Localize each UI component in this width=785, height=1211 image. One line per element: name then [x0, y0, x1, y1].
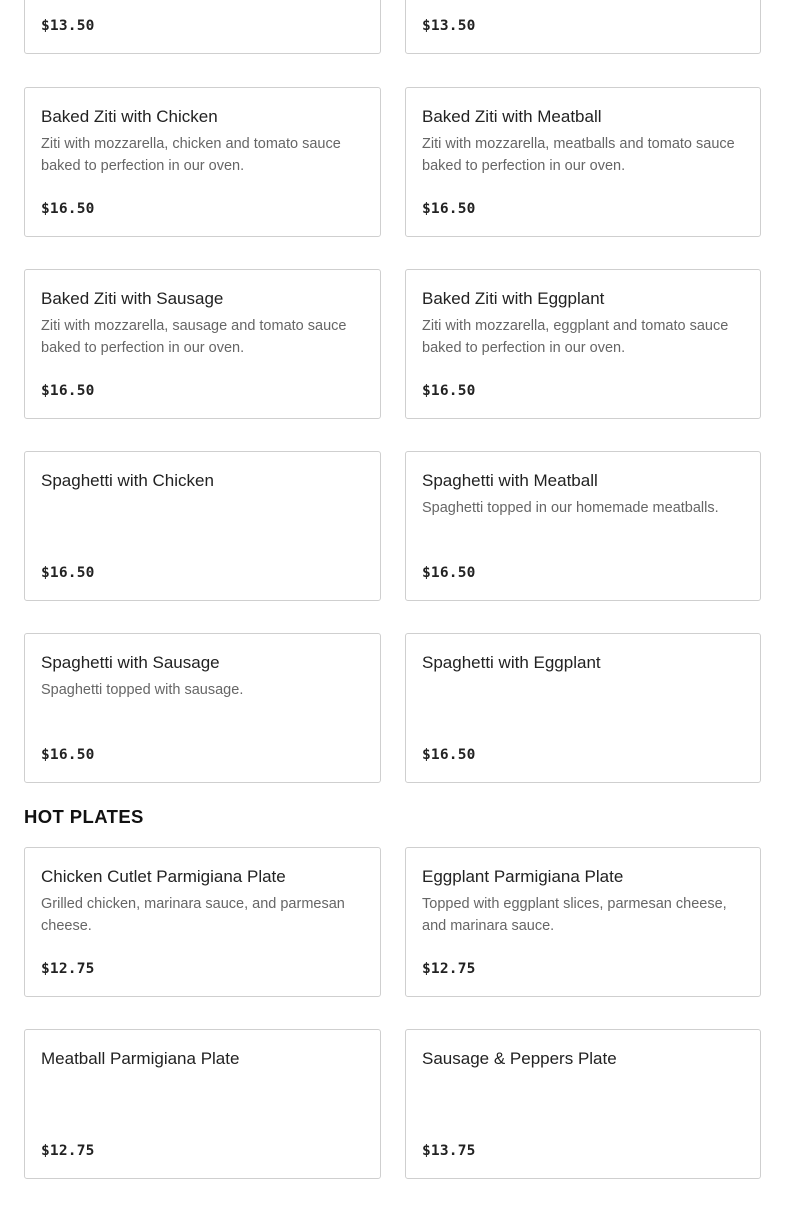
menu-item-price: $12.75 — [422, 961, 476, 977]
menu-item-price: $16.50 — [422, 201, 476, 217]
menu-item-description: Ziti with mozzarella, sausage and tomato sauce baked to perfection in our oven. — [41, 318, 347, 356]
menu-item-title: Meatball Parmigiana Plate — [41, 1049, 240, 1068]
menu-item-card[interactable] — [24, 87, 381, 237]
menu-item-title: Spaghetti with Eggplant — [422, 653, 601, 672]
menu-item-title: Spaghetti with Meatball — [422, 471, 598, 490]
menu-item-card[interactable] — [405, 633, 761, 783]
menu-item-title: Baked Ziti with Eggplant — [422, 289, 605, 308]
menu-item-description: Spaghetti topped in our homemade meatballs. — [422, 500, 719, 516]
menu-item-title: Baked Ziti with Meatball — [422, 107, 602, 126]
menu-item-price: $16.50 — [41, 747, 95, 763]
menu-item-description: Ziti with mozzarella, meatballs and tomato sauce baked to perfection in our oven. — [422, 136, 735, 174]
menu-item-price: $16.50 — [422, 383, 476, 399]
menu-item-card[interactable] — [24, 847, 381, 997]
menu-item-card[interactable] — [405, 451, 761, 601]
menu-item-price: $13.75 — [422, 1143, 476, 1159]
menu-item-price: $13.50 — [422, 18, 476, 34]
menu-item-description: Topped with eggplant slices, parmesan cheese, and marinara sauce. — [422, 896, 727, 934]
menu-item-description: Ziti with mozzarella, eggplant and tomato sauce baked to perfection in our oven. — [422, 318, 729, 356]
menu-item-card[interactable] — [405, 1029, 761, 1179]
menu-item-description: Grilled chicken, marinara sauce, and parmesan cheese. — [41, 896, 345, 934]
menu-item-price: $13.50 — [41, 18, 95, 34]
menu-item-price: $16.50 — [41, 565, 95, 581]
menu-item-title: Spaghetti with Chicken — [41, 471, 214, 490]
menu-item-card[interactable] — [405, 269, 761, 419]
menu-item-price: $12.75 — [41, 961, 95, 977]
menu-item-title: Sausage & Peppers Plate — [422, 1049, 617, 1068]
menu-item-title: Baked Ziti with Sausage — [41, 289, 224, 308]
menu-item-price: $16.50 — [41, 383, 95, 399]
menu-item-description: Ziti with mozzarella, chicken and tomato sauce baked to perfection in our oven. — [41, 136, 341, 174]
menu-item-card[interactable] — [24, 0, 381, 54]
menu-item-card[interactable] — [24, 1029, 381, 1179]
menu-item-price: $16.50 — [422, 747, 476, 763]
menu-item-title: Chicken Cutlet Parmigiana Plate — [41, 867, 286, 886]
menu-item-card[interactable] — [405, 0, 761, 54]
menu-item-card[interactable] — [24, 269, 381, 419]
menu-item-price: $16.50 — [422, 565, 476, 581]
menu-item-title: Spaghetti with Sausage — [41, 653, 220, 672]
menu-item-title: Eggplant Parmigiana Plate — [422, 867, 624, 886]
menu-item-card[interactable] — [24, 451, 381, 601]
menu-item-card[interactable] — [405, 847, 761, 997]
menu-item-price: $16.50 — [41, 201, 95, 217]
menu-item-card[interactable] — [24, 633, 381, 783]
menu-item-price: $12.75 — [41, 1143, 95, 1159]
menu-item-description: Spaghetti topped with sausage. — [41, 682, 244, 698]
menu-item-card[interactable] — [405, 87, 761, 237]
section-title-hot-plates: HOT PLATES — [24, 806, 144, 827]
menu-item-title: Baked Ziti with Chicken — [41, 107, 218, 126]
